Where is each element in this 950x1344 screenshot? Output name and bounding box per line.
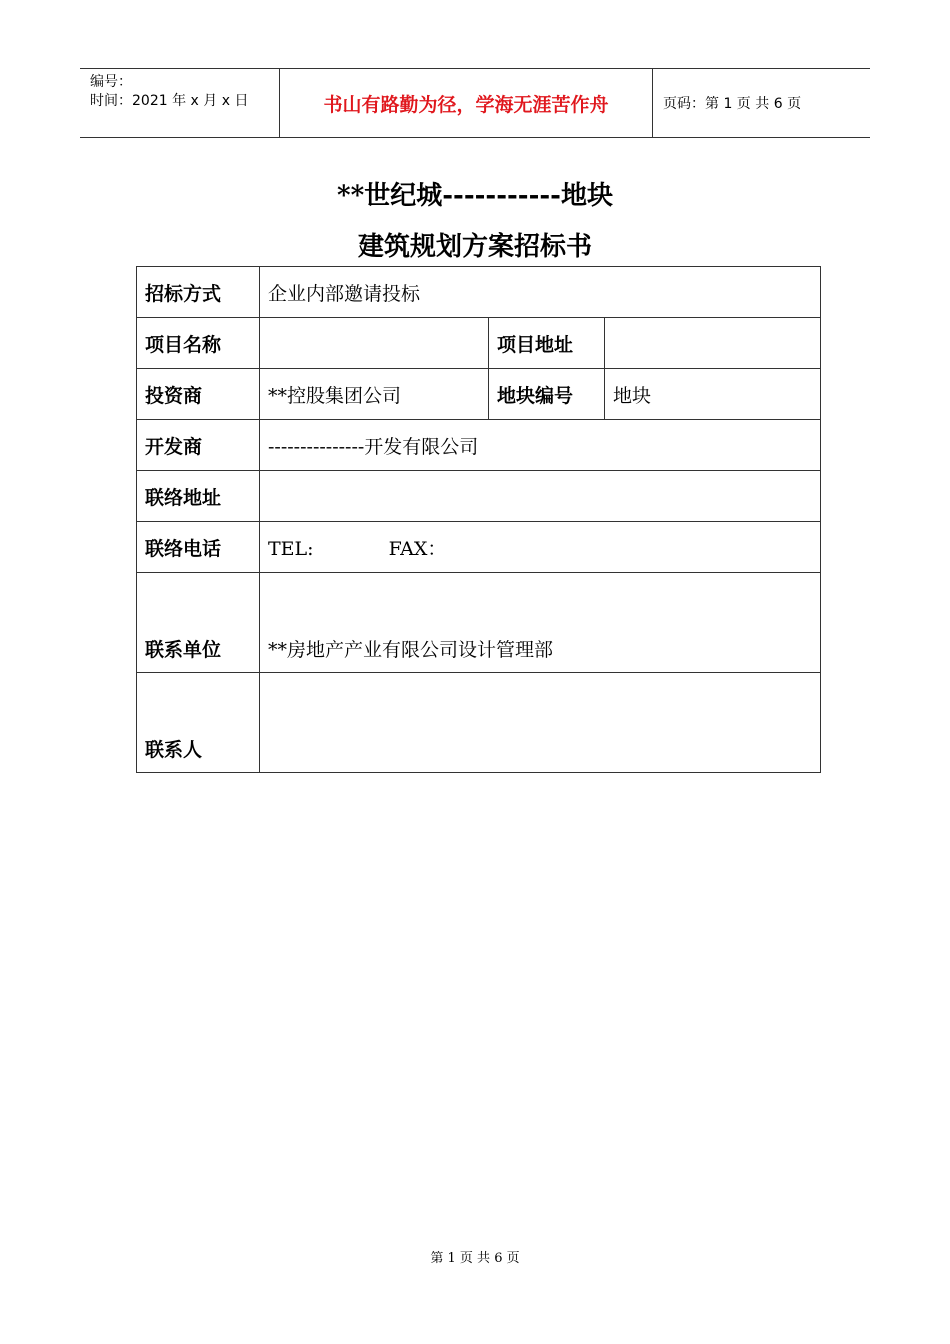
page-header (80, 68, 870, 138)
header-motto: 书山有路勤为径，学海无涯苦作舟 (280, 69, 653, 137)
table-row (137, 369, 821, 420)
table-row (137, 573, 821, 673)
developer-value: ---------------开发有限公司 (260, 420, 821, 471)
contact-unit-label: 联系单位 (137, 573, 260, 673)
time-label: 时间：2021 年 x 月 x 日 (90, 93, 249, 109)
investor-value: **控股集团公司 (260, 369, 489, 420)
table-row (137, 420, 821, 471)
table-row (137, 267, 821, 318)
project-address-label: 项目地址 (489, 318, 605, 369)
header-page-info: 页码：第 1 页 共 6 页 (663, 96, 802, 112)
document-title-line1: **世纪城-----------地块 (337, 181, 613, 211)
tel-label: TEL: (268, 537, 314, 560)
project-name-label: 项目名称 (137, 318, 260, 369)
table-row (137, 673, 821, 773)
contact-person-value (260, 673, 821, 773)
investor-label: 投资商 (137, 369, 260, 420)
document-title-line2: 建筑规划方案招标书 (357, 232, 592, 262)
table-row (137, 471, 821, 522)
bid-method-label: 招标方式 (137, 267, 260, 318)
project-address-value (605, 318, 821, 369)
contact-unit-value: **房地产产业有限公司设计管理部 (260, 573, 821, 673)
contact-person-label: 联系人 (137, 673, 260, 773)
number-label: 编号： (90, 74, 132, 90)
contact-address-label: 联络地址 (137, 471, 260, 522)
bid-info-table (136, 266, 821, 773)
plot-number-value: 地块 (605, 369, 821, 420)
page-footer: 第 1 页 共 6 页 (430, 1251, 520, 1266)
contact-address-value (260, 471, 821, 522)
header-meta (80, 69, 280, 137)
table-row (137, 522, 821, 573)
table-row (137, 318, 821, 369)
bid-method-value: 企业内部邀请投标 (260, 267, 821, 318)
project-name-value (260, 318, 489, 369)
fax-label: FAX： (388, 537, 447, 560)
developer-label: 开发商 (137, 420, 260, 471)
contact-phone-label: 联络电话 (137, 522, 260, 573)
plot-number-label: 地块编号 (489, 369, 605, 420)
contact-phone-value (260, 522, 821, 573)
